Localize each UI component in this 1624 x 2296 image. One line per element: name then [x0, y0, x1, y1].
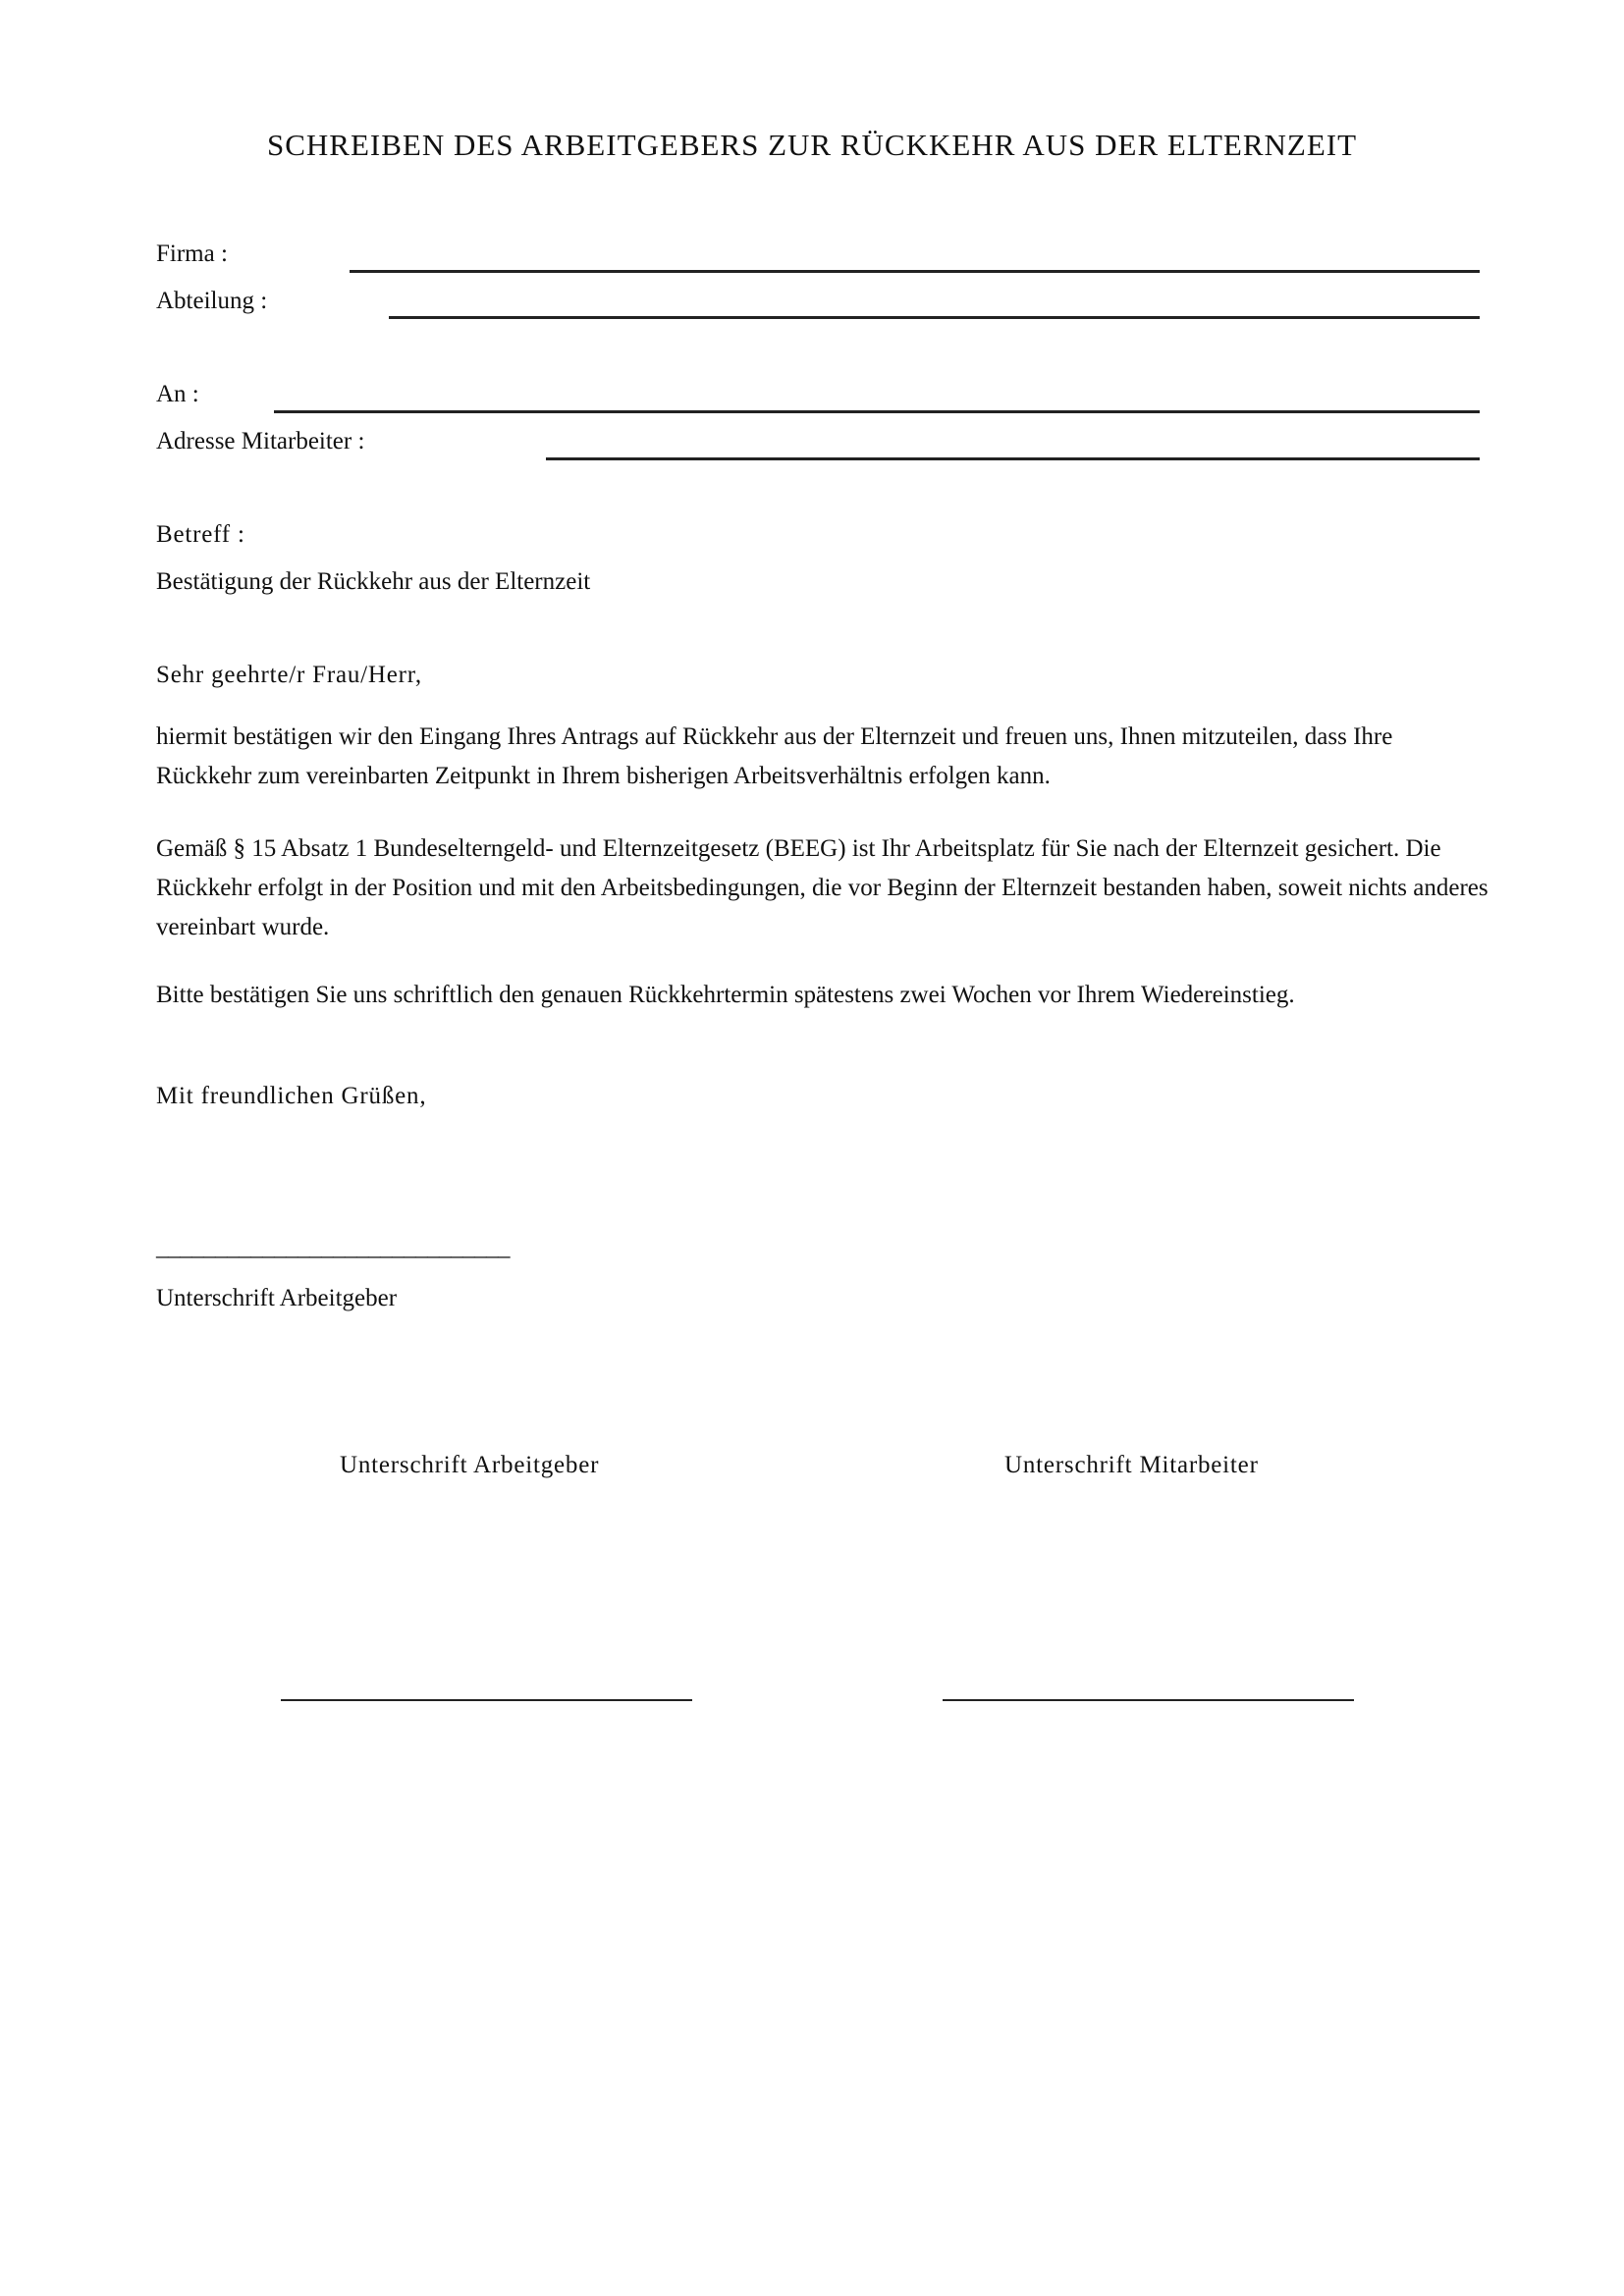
firma-field-line[interactable]	[350, 270, 1480, 273]
employer-signature-label: Unterschrift Arbeitgeber	[340, 1452, 600, 1478]
betreff-label: Betreff :	[156, 521, 245, 548]
an-label: An :	[156, 381, 199, 407]
closing: Mit freundlichen Grüßen,	[156, 1083, 427, 1109]
firma-label: Firma :	[156, 240, 228, 267]
an-field-line[interactable]	[274, 410, 1480, 413]
document-title: SCHREIBEN DES ARBEITGEBERS ZUR RÜCKKEHR AUS DER ELTERNZEIT	[266, 128, 1358, 162]
adresse-mitarbeiter-label: Adresse Mitarbeiter :	[156, 428, 365, 454]
body-paragraph-3: Bitte bestätigen Sie uns schriftlich den genauen Rückkehrtermin spätestens zwei Wochen vor Ihrem Wiedereinstieg.	[156, 982, 1295, 1008]
body-paragraph-1: hiermit bestätigen wir den Eingang Ihres Antrags auf Rückkehr aus der Elternzeit und freuen uns, Ihnen mitzuteilen, dass Ihre Rückkehr zum vereinbarten Zeitpunkt in Ihrem bisherigen Arbeitsverhältnis erfolgen kann.	[156, 723, 1393, 789]
signature-caption: Unterschrift Arbeitgeber	[156, 1285, 398, 1311]
employee-signature-line[interactable]	[943, 1699, 1354, 1701]
abteilung-label: Abteilung :	[156, 288, 268, 314]
salutation: Sehr geehrte/r Frau/Herr,	[156, 662, 422, 688]
betreff-text: Bestätigung der Rückkehr aus der Elternzeit	[156, 568, 591, 595]
employee-signature-label: Unterschrift Mitarbeiter	[1004, 1452, 1259, 1478]
employer-signature-line[interactable]	[281, 1699, 692, 1701]
signature-line: ______________________________	[156, 1234, 510, 1260]
abteilung-field-line[interactable]	[389, 316, 1480, 319]
body-paragraph-2: Gemäß § 15 Absatz 1 Bundeselterngeld- und Elternzeitgesetz (BEEG) ist Ihr Arbeitsplatz für Sie nach der Elternzeit gesichert. Die Rückkehr erfolgt in der Position und mit den Arbeitsbedingungen, die vor Beginn der Elternzeit bestanden haben, soweit nichts anderes vereinbart wurde.	[156, 835, 1489, 940]
adresse-mitarbeiter-field-line[interactable]	[546, 457, 1480, 460]
